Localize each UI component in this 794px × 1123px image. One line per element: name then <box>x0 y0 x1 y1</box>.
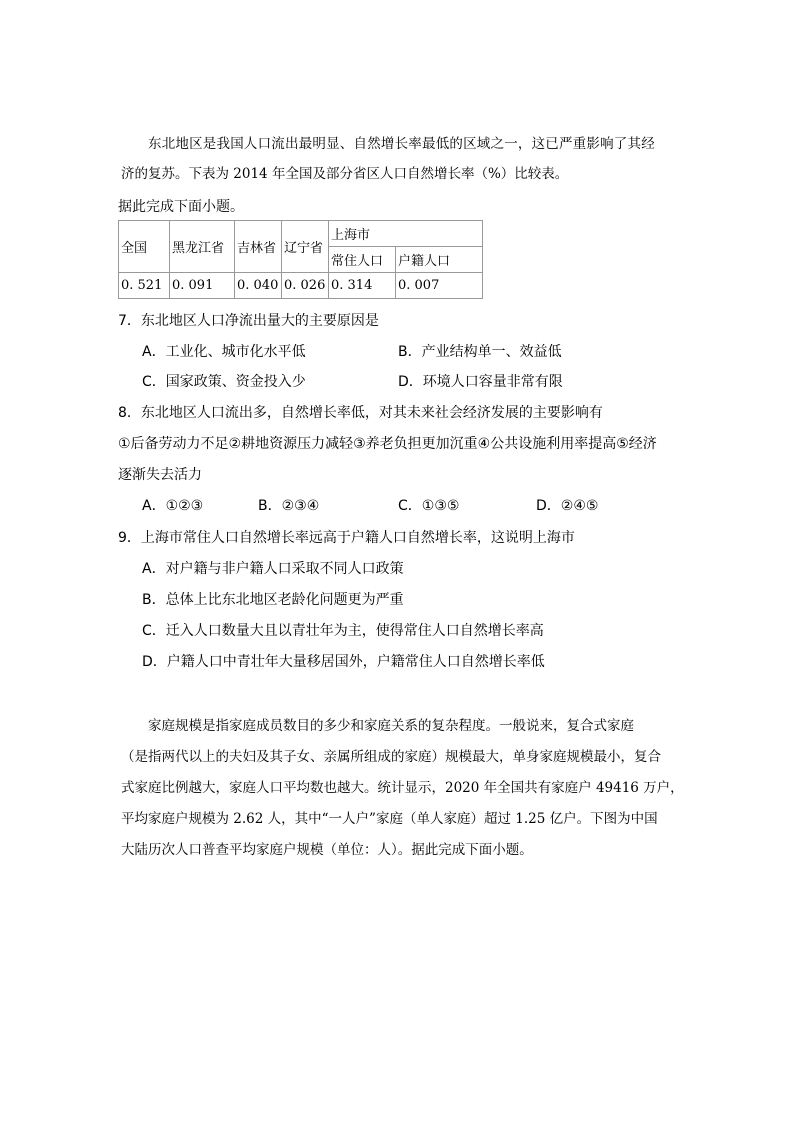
table-header-national: 全国 <box>119 221 170 273</box>
question-9-stem: 9．上海市常住人口自然增长率远高于户籍人口自然增长率，这说明上海市 <box>118 530 575 546</box>
table-cell: 0. 521 <box>119 273 170 299</box>
passage-1 <box>121 129 677 189</box>
table-subheader-registered: 户籍人口 <box>396 247 483 273</box>
table-cell: 0. 314 <box>329 273 396 299</box>
passage-2-line-2: （是指两代以上的夫妇及其子女、亲属所组成的家庭）规模最大，单身家庭规模最小，复合 <box>121 749 661 765</box>
question-8-option-d[interactable]: D．②④⑤ <box>536 498 599 514</box>
passage-1-line-1: 东北地区是我国人口流出最明显、自然增长率最低的区域之一，这已严重影响了其经 <box>148 136 655 152</box>
table-cell: 0. 040 <box>235 273 282 299</box>
growth-rate-table <box>118 220 483 299</box>
question-7-stem: 7．东北地区人口净流出量大的主要原因是 <box>118 313 379 329</box>
passage-2-line-3: 式家庭比例越大，家庭人口平均数也越大。统计显示，2020 年全国共有家庭户 49416 万户， <box>121 780 684 796</box>
passage-2-line-4: 平均家庭户规模为 2.62 人，其中“一人户”家庭（单人家庭）超过 1.25 亿户。下图为中国 <box>121 811 658 827</box>
table-header-shanghai: 上海市 <box>329 221 483 247</box>
passage-2-line-1: 家庭规模是指家庭成员数目的多少和家庭关系的复杂程度。一般说来，复合式家庭 <box>148 718 634 734</box>
question-9-option-b[interactable]: B．总体上比东北地区老龄化问题更为严重 <box>142 592 404 608</box>
passage-2 <box>121 711 684 866</box>
question-8-option-c[interactable]: C．①③⑤ <box>398 498 460 514</box>
question-9-option-a[interactable]: A．对户籍与非户籍人口采取不同人口政策 <box>142 561 404 577</box>
question-7-option-a[interactable]: A．工业化、城市化水平低 <box>142 344 306 360</box>
question-8-items-line-2: 逐渐失去活力 <box>118 467 202 483</box>
table-header-jilin: 吉林省 <box>235 221 282 273</box>
table-header-heilongjiang: 黑龙江省 <box>170 221 235 273</box>
question-9-option-d[interactable]: D．户籍人口中青壮年大量移居国外，户籍常住人口自然增长率低 <box>142 654 545 670</box>
table-header-liaoning: 辽宁省 <box>282 221 329 273</box>
question-8-stem: 8．东北地区人口流出多，自然增长率低，对其未来社会经济发展的主要影响有 <box>118 405 603 421</box>
instruction-1: 据此完成下面小题。 <box>118 199 244 215</box>
table-cell: 0. 026 <box>282 273 329 299</box>
passage-2-line-5: 大陆历次人口普查平均家庭户规模（单位：人）。据此完成下面小题。 <box>121 842 533 858</box>
question-8-option-b[interactable]: B．②③④ <box>258 498 320 514</box>
passage-1-line-2: 济的复苏。下表为 2014 年全国及部分省区人口自然增长率（%）比较表。 <box>121 166 569 182</box>
question-9-option-c[interactable]: C．迁入人口数量大且以青壮年为主，使得常住人口自然增长率高 <box>142 623 544 639</box>
question-8-option-a[interactable]: A．①②③ <box>142 498 204 514</box>
table-cell: 0. 091 <box>170 273 235 299</box>
question-8-items-line-1: ①后备劳动力不足②耕地资源压力减轻③养老负担更加沉重④公共设施利用率提高⑤经济 <box>118 436 657 452</box>
question-7-option-c[interactable]: C．国家政策、资金投入少 <box>142 374 306 390</box>
table-cell: 0. 007 <box>396 273 483 299</box>
question-7-option-d[interactable]: D．环境人口容量非常有限 <box>398 374 563 390</box>
question-7-option-b[interactable]: B．产业结构单一、效益低 <box>398 344 562 360</box>
table-subheader-resident: 常住人口 <box>329 247 396 273</box>
